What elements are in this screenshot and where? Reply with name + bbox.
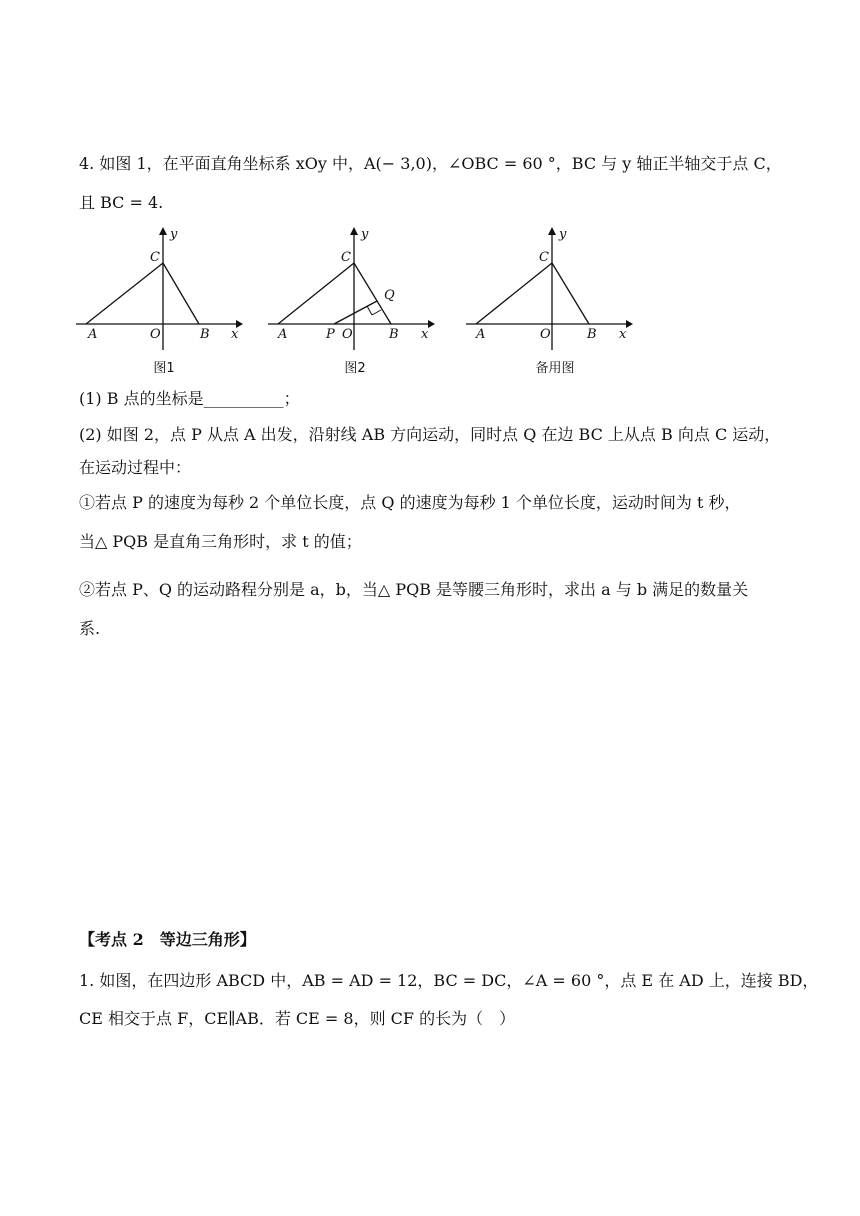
problem4-question-2a-line1: ①若点 P 的速度为每秒 2 个单位长度，点 Q 的速度为每秒 1 个单位长度，运动时间为 t 秒， (79, 493, 741, 512)
figure-1 (76, 222, 246, 352)
section-heading: 【考点 2 等边三角形】 (79, 930, 256, 949)
fig2-label-p: P (326, 327, 335, 342)
figure-2 (268, 222, 438, 352)
fig2-label-o: O (342, 327, 353, 342)
problem4-question-2-line2: 在运动过程中： (79, 458, 192, 477)
problem4-question-1: (1) B 点的坐标是__________； (79, 389, 300, 408)
fig1-label-b: B (200, 327, 210, 342)
fig3-label-y: y (559, 227, 567, 242)
problem4-question-2b-line2: 系. (79, 619, 101, 638)
fig2-label-c: C (341, 250, 351, 265)
figure-3-caption: 备用图 (535, 361, 575, 376)
section2-problem1-line2: CE 相交于点 F，CE∥AB．若 CE = 8，则 CF 的长为（ ） (79, 1009, 516, 1028)
problem4-question-2b-line1: ②若点 P、Q 的运动路程分别是 a，b，当△ PQB 是等腰三角形时，求出 a 与 b 满足的数量关 (79, 580, 749, 599)
fig1-label-c: C (150, 250, 160, 265)
fig3-label-o: O (540, 327, 551, 342)
figure-1-diagram (76, 222, 246, 352)
fig1-label-y: y (170, 227, 178, 242)
problem4-question-2-line1: (2) 如图 2，点 P 从点 A 出发，沿射线 AB 方向运动，同时点 Q 在边 BC 上从点 B 向点 C 运动， (79, 425, 781, 444)
problem4-stem-line2: 且 BC = 4. (79, 193, 164, 212)
figure-3-diagram (466, 222, 636, 352)
fig3-label-c: C (539, 250, 549, 265)
fig1-label-x: x (231, 327, 239, 342)
problem4-stem-line1: 4. 如图 1，在平面直角坐标系 xOy 中，A(− 3,0)，∠OBC = 60 °，BC 与 y 轴正半轴交于点 C， (79, 154, 782, 173)
figure-2-caption: 图2 (344, 361, 366, 376)
fig2-label-x: x (421, 327, 429, 342)
figure-3 (466, 222, 636, 352)
fig1-label-o: O (150, 327, 161, 342)
fig2-label-q: Q (384, 288, 395, 303)
fig2-label-y: y (361, 227, 369, 242)
fig3-label-x: x (619, 327, 627, 342)
fig1-label-a: A (88, 327, 98, 342)
fig2-label-a: A (278, 327, 288, 342)
fig2-label-b: B (389, 327, 399, 342)
figure-1-caption: 图1 (153, 361, 175, 376)
problem4-question-2a-line2: 当△ PQB 是直角三角形时，求 t 的值； (79, 532, 362, 551)
figure-2-diagram (268, 222, 438, 352)
fig3-label-a: A (476, 327, 486, 342)
fig3-label-b: B (587, 327, 597, 342)
section2-problem1-line1: 1. 如图，在四边形 ABCD 中，AB = AD = 12，BC = DC，∠A = 60 °，点 E 在 AD 上，连接 BD， (79, 971, 819, 990)
